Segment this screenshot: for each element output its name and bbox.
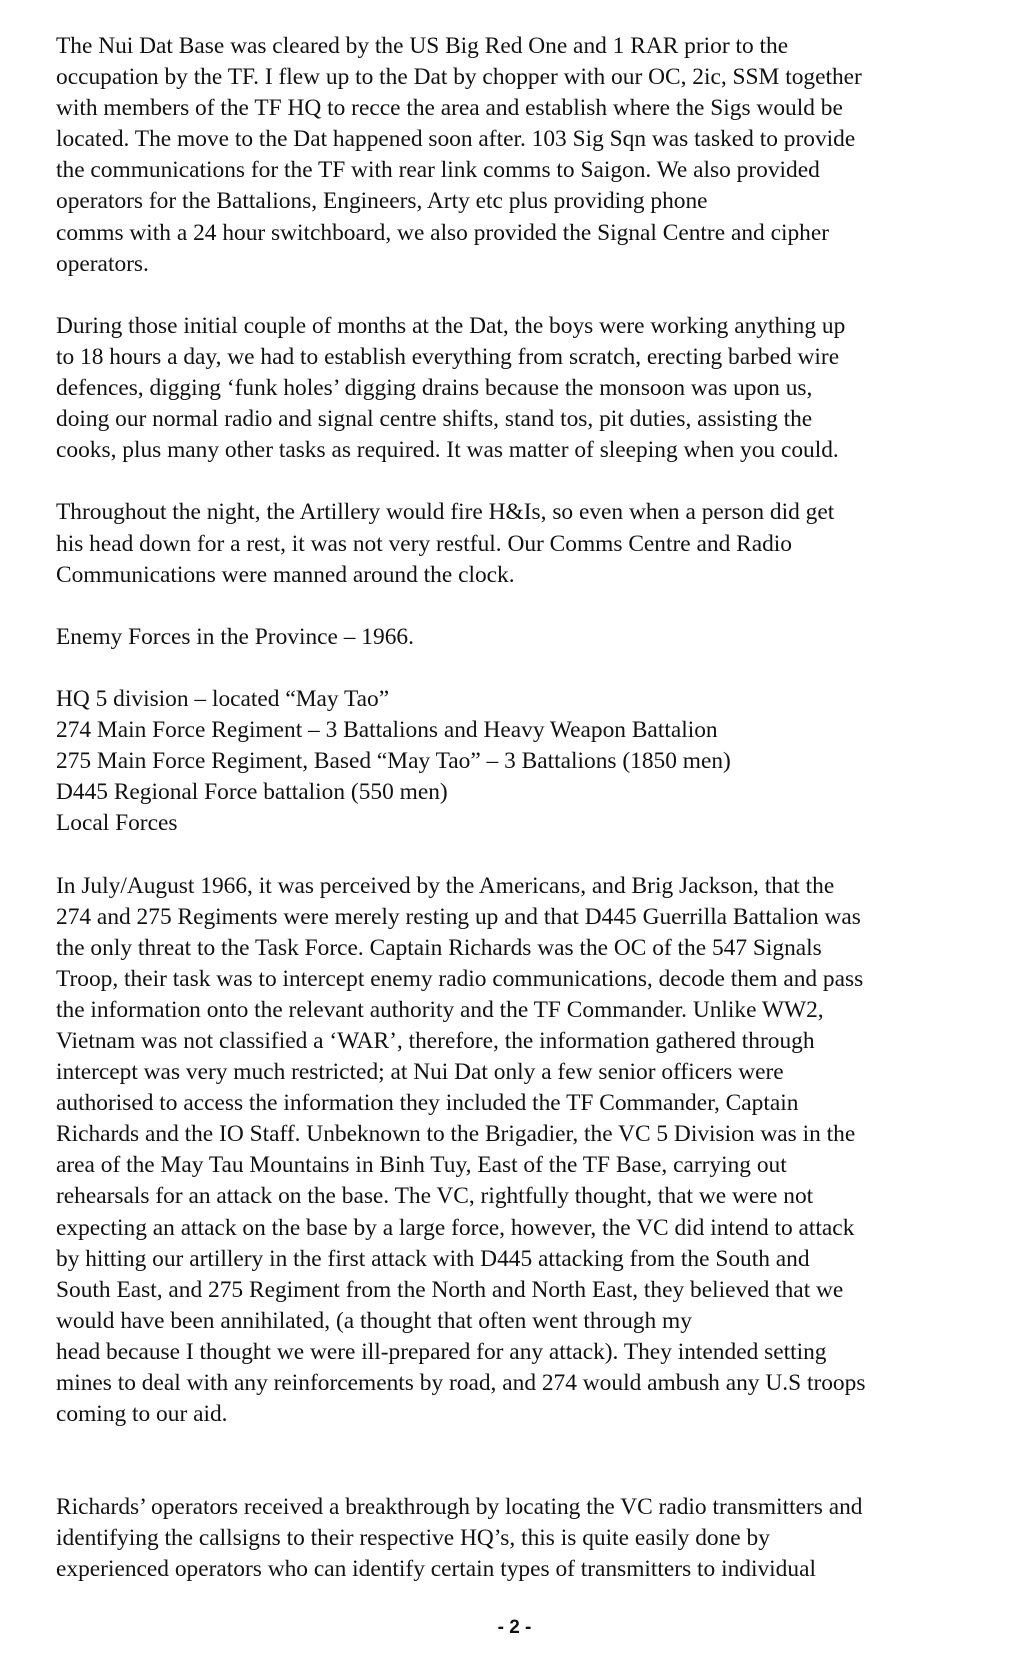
text-line: doing our normal radio and signal centre shifts, stand tos, pit duties, assisting the	[56, 406, 813, 433]
text-line: area of the May Tau Mountains in Binh Tuy, East of the TF Base, carrying out	[56, 1152, 787, 1179]
text-line: mines to deal with any reinforcements by road, and 274 would ambush any U.S troops	[56, 1370, 866, 1397]
text-line: defences, digging ‘funk holes’ digging drains because the monsoon was upon us,	[56, 375, 813, 402]
text-line: identifying the callsigns to their respective HQ’s, this is quite easily done by	[56, 1525, 770, 1552]
text-line: authorised to access the information they included the TF Commander, Captain	[56, 1090, 799, 1117]
text-line: operators for the Battalions, Engineers, Arty etc plus providing phone	[56, 188, 708, 215]
text-line: South East, and 275 Regiment from the North and North East, they believed that we	[56, 1276, 844, 1303]
text-line: head because I thought we were ill-prepared for any attack). They intended setting	[56, 1338, 827, 1365]
text-line: coming to our aid.	[56, 1401, 228, 1428]
text-line: located. The move to the Dat happened soon after. 103 Sig Sqn was tasked to provide	[56, 126, 856, 153]
section-heading-enemy-forces	[56, 622, 991, 653]
text-line: Richards and the IO Staff. Unbeknown to the Brigadier, the VC 5 Division was in the	[56, 1121, 856, 1148]
document-page	[56, 31, 991, 1617]
page-number: - 2 -	[497, 1617, 532, 1638]
text-line: Richards’ operators received a breakthrough by locating the VC radio transmitters and	[56, 1494, 863, 1521]
text-line: occupation by the TF. I flew up to the Dat by chopper with our OC, 2ic, SSM together	[56, 64, 862, 91]
text-line: Enemy Forces in the Province – 1966.	[56, 623, 414, 650]
paragraph-artillery-night	[56, 497, 991, 590]
text-line: Communications were manned around the clock.	[56, 561, 515, 588]
text-line: comms with a 24 hour switchboard, we also provided the Signal Centre and cipher	[56, 219, 830, 246]
enemy-forces-list	[56, 684, 991, 839]
text-line: experienced operators who can identify certain types of transmitters to individual	[56, 1556, 816, 1583]
text-line: would have been annihilated, (a thought that often went through my	[56, 1307, 692, 1334]
text-line: to 18 hours a day, we had to establish everything from scratch, erecting barbed wire	[56, 343, 840, 370]
text-line: Throughout the night, the Artillery would fire H&Is, so even when a person did get	[56, 499, 835, 526]
text-line: intercept was very much restricted; at Nui Dat only a few senior officers were	[56, 1059, 784, 1086]
text-line: operators.	[56, 250, 149, 277]
text-line: The Nui Dat Base was cleared by the US Big Red One and 1 RAR prior to the	[56, 33, 789, 59]
text-line: In July/August 1966, it was perceived by the Americans, and Brig Jackson, that the	[56, 872, 835, 899]
text-line: the information onto the relevant authority and the TF Commander. Unlike WW2,	[56, 996, 824, 1023]
text-line: During those initial couple of months at the Dat, the boys were working anything up	[56, 312, 846, 339]
text-line: with members of the TF HQ to recce the area and establish where the Sigs would be	[56, 95, 843, 122]
text-line: the only threat to the Task Force. Captain Richards was the OC of the 547 Signals	[56, 934, 822, 961]
list-item: HQ 5 division – located “May Tao”	[56, 685, 390, 712]
list-item: Local Forces	[56, 810, 178, 837]
paragraph-nui-dat-base	[56, 31, 991, 280]
list-item: 275 Main Force Regiment, Based “May Tao” – 3 Battalions (1850 men)	[56, 748, 731, 775]
text-line: Vietnam was not classified a ‘WAR’, therefore, the information gathered through	[56, 1028, 815, 1054]
paragraph-initial-months	[56, 311, 991, 466]
text-line: expecting an attack on the base by a large force, however, the VC did intend to attack	[56, 1214, 855, 1241]
paragraph-richards-operators	[56, 1492, 991, 1585]
text-line: rehearsals for an attack on the base. The VC, rightfully thought, that we were not	[56, 1183, 814, 1210]
list-item: 274 Main Force Regiment – 3 Battalions and Heavy Weapon Battalion	[56, 717, 718, 744]
text-line: his head down for a rest, it was not very restful. Our Comms Centre and Radio	[56, 530, 793, 557]
text-line: the communications for the TF with rear link comms to Saigon. We also provided	[56, 157, 820, 184]
list-item: D445 Regional Force battalion (550 men)	[56, 779, 448, 806]
text-line: Troop, their task was to intercept enemy radio communications, decode them and pass	[56, 965, 864, 992]
text-line: by hitting our artillery in the first attack with D445 attacking from the South and	[56, 1245, 810, 1272]
paragraph-july-august	[56, 871, 991, 1431]
text-line: 274 and 275 Regiments were merely resting up and that D445 Guerrilla Battalion was	[56, 903, 861, 930]
text-line: cooks, plus many other tasks as required. It was matter of sleeping when you could.	[56, 437, 839, 464]
